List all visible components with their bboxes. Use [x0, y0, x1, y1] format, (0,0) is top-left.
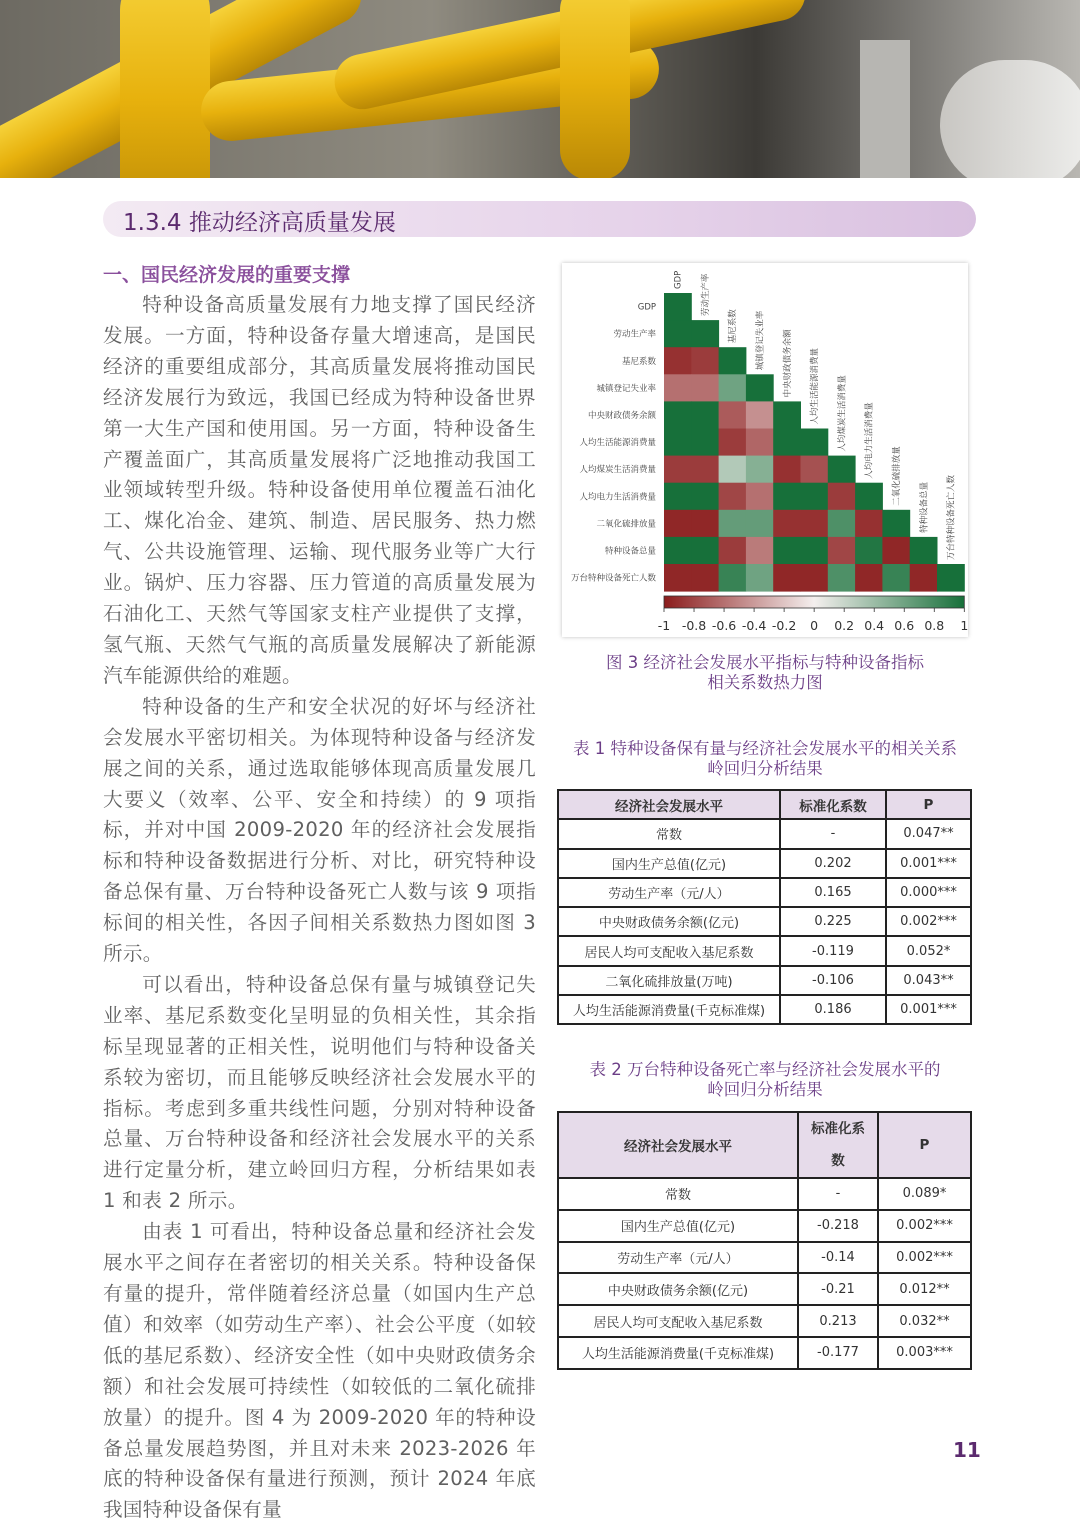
correlation-heatmap: [562, 263, 968, 637]
heatmap-cell: [664, 510, 692, 538]
heatmap-cell: [719, 347, 747, 375]
heatmap-cell: [664, 483, 692, 511]
table-row: [558, 1273, 971, 1305]
heatmap-cell: [828, 456, 856, 484]
heatmap-cell: [773, 401, 801, 429]
caption-line: 岭回归分析结果: [707, 1080, 823, 1099]
body-text-column: [103, 260, 536, 1526]
table-row: [558, 849, 971, 878]
heatmap-cell: [719, 510, 747, 538]
column-header: P: [878, 1112, 971, 1178]
column-header: 经济社会发展水平: [558, 790, 780, 819]
row-label: 人均煤炭生活消费量: [579, 465, 656, 476]
table-cell: 0.001***: [886, 995, 971, 1024]
table-row: [558, 907, 971, 936]
table-cell: 二氧化硫排放量(万吨): [558, 966, 780, 995]
table2-caption: [555, 1060, 975, 1100]
column-header: 经济社会发展水平: [558, 1112, 798, 1178]
table-cell: 国内生产总值(亿元): [558, 1210, 798, 1242]
column-label: 特种设备总量: [919, 481, 930, 533]
paragraph: 可以看出，特种设备总保有量与城镇登记失业率、基尼系数变化呈明显的负相关性，其余指标呈现显著的正相关性，说明他们与特种设备关系较为密切，而且能够反映经济社会发展水平的指标。考虑到多重共线性问题，分别对特种设备总量、万台特种设备和经济社会发展水平的关系进行定量分析，建立岭回归方程，分析结果如表 1 和表 2 所示。: [103, 972, 536, 1213]
heatmap-cell: [773, 564, 801, 592]
heatmap-cell: [855, 483, 883, 511]
table-row: [558, 878, 971, 907]
table1-caption: [555, 739, 975, 779]
heatmap-cell: [773, 510, 801, 538]
table-cell: 0.213: [798, 1305, 878, 1337]
colorbar-tick-label: 0.8: [924, 618, 945, 633]
table-cell: -0.106: [780, 966, 886, 995]
paragraph: 特种设备的生产和安全状况的好坏与经济社会发展水平密切相关。为体现特种设备与经济发展之间的关系，通过选取能够体现高质量发展几大要义（效率、公平、安全和持续）的 9 项指标，并对中国 2009-2020 年的经济社会发展指标和特种设备数据进行分析、对比，研究特种设备总保有量、万台特种设备死亡人数与该 9 项指标间的相关性，各因子间相关系数热力图如图 3 所示。: [103, 694, 536, 966]
table-cell: 0.003***: [878, 1337, 971, 1369]
heatmap-cell: [664, 564, 692, 592]
row-label: 城镇登记失业率: [596, 383, 656, 394]
paragraph: 特种设备高质量发展有力地支撑了国民经济发展。一方面，特种设备存量大增速高，是国民经济的重要组成部分，其高质量发展将推动国民经济发展行为致远，我国已经成为特种设备世界第一大生产国和使用国。另一方面，特种设备生产覆盖面广，其高质量发展将广泛地推动我国工业领域转型升级。特种设备使用单位覆盖石油化工、煤化冶金、建筑、制造、居民服务、热力燃气、公共设施管理、运输、现代服务业等广大行业。锅炉、压力容器、压力管道的高质量发展为石油化工、天然气等国家支柱产业提供了支撑，氢气瓶、天然气气瓶的高质量发展解决了新能源汽车能源供给的难题。: [103, 293, 536, 687]
heatmap-cell: [664, 456, 692, 484]
heatmap-cell: [801, 537, 829, 565]
section-title: 1.3.4 推动经济高质量发展: [123, 210, 396, 236]
heatmap-cell: [691, 510, 719, 538]
colorbar-tick-label: -0.6: [711, 618, 737, 633]
heatmap-cell: [664, 347, 692, 375]
table-cell: 0.225: [780, 907, 886, 936]
table-cell: 劳动生产率（元/人）: [558, 878, 780, 907]
row-label: 人均生活能源消费量: [579, 438, 656, 449]
heatmap-cell: [773, 483, 801, 511]
table-cell: 劳动生产率（元/人）: [558, 1242, 798, 1274]
heatmap-cell: [691, 564, 719, 592]
heatmap-cell: [855, 537, 883, 565]
column-label: 万台特种设备死亡人数: [946, 474, 957, 560]
heatmap-cell: [855, 564, 883, 592]
heatmap-cell: [746, 456, 774, 484]
table-cell: -0.14: [798, 1242, 878, 1274]
caption-line: 表 1 特种设备保有量与经济社会发展水平的相关关系: [573, 739, 957, 758]
table-row: [558, 995, 971, 1024]
row-label: 基尼系数: [621, 356, 656, 367]
heatmap-cell: [773, 537, 801, 565]
header-photo-yellow-pipes: [0, 0, 1080, 178]
table-cell: -0.218: [798, 1210, 878, 1242]
table-cell: 0.089*: [878, 1178, 971, 1210]
heatmap-cell: [746, 483, 774, 511]
column-label: 人均生活能源消费量: [810, 347, 821, 425]
table-row: [558, 966, 971, 995]
table-cell: -0.21: [798, 1273, 878, 1305]
table-cell: 中央财政债务余额(亿元): [558, 907, 780, 936]
caption-line: 相关系数热力图: [707, 673, 823, 692]
heatmap-cell: [691, 320, 719, 348]
colorbar-tick-label: -0.8: [681, 618, 707, 633]
colorbar-tick-label: 0.4: [864, 618, 885, 633]
heatmap-cell: [746, 510, 774, 538]
table-cell: 0.043**: [886, 966, 971, 995]
table-cell: 常数: [558, 1178, 798, 1210]
caption-line: 岭回归分析结果: [707, 759, 823, 778]
heatmap-cell: [801, 510, 829, 538]
colorbar-tick-label: -0.4: [741, 618, 767, 633]
heatmap-cell: [664, 401, 692, 429]
heatmap-cell: [773, 429, 801, 457]
heatmap-cell: [801, 429, 829, 457]
heatmap-cell: [746, 564, 774, 592]
table-cell: 0.052*: [886, 936, 971, 965]
paragraph: 由表 1 可看出，特种设备总量和经济社会发展水平之间存在者密切的相关关系。特种设备保有量的提升，常伴随着经济总量（如国内生产总值）和效率（如劳动生产率）、社会公平度（如较低的基尼系数）、经济安全性（如中央财政债务余额）和社会发展可持续性（如较低的二氧化硫排放量）的提升。图 4 为 2009-2020 年的特种设备总量发展趋势图，并且对未来 2023-2026 年底的特种设备保有量进行预测，预计 2024 年底我国特种设备保有量: [103, 1220, 536, 1522]
column-label: GDP: [673, 270, 684, 289]
table-cell: 0.186: [780, 995, 886, 1024]
heatmap-cell: [691, 456, 719, 484]
column-label: 二氧化硫排放量: [892, 446, 903, 506]
table-row: [558, 1178, 971, 1210]
colorbar-tick-label: 0.2: [834, 618, 855, 633]
heatmap-cell: [828, 537, 856, 565]
heatmap-cell: [910, 537, 938, 565]
heatmap-cell: [882, 537, 910, 565]
heatmap-cell: [664, 429, 692, 457]
heatmap-cell: [719, 401, 747, 429]
row-label: 人均电力生活消费量: [579, 492, 656, 503]
colorbar: [664, 596, 964, 608]
table-cell: 0.002***: [878, 1242, 971, 1274]
section-header-bar: [103, 201, 976, 237]
subheading: 一、国民经济发展的重要支撑: [103, 264, 351, 286]
colorbar-tick-label: 0.6: [894, 618, 915, 633]
column-label: 基尼系数: [728, 309, 739, 344]
heatmap-cell: [828, 564, 856, 592]
table1: [557, 789, 972, 1025]
caption-line: 图 3 经济社会发展水平指标与特种设备指标: [606, 653, 924, 672]
table-row: [558, 1242, 971, 1274]
table-cell: 0.202: [780, 849, 886, 878]
colorbar-tick-label: -1: [657, 618, 671, 633]
heatmap-cell: [801, 483, 829, 511]
heatmap-cell: [691, 374, 719, 402]
table-cell: 0.032**: [878, 1305, 971, 1337]
table-row: [558, 1210, 971, 1242]
heatmap-cell: [691, 347, 719, 375]
heatmap-cell: [664, 374, 692, 402]
table-row: [558, 1337, 971, 1369]
table-cell: 0.002***: [878, 1210, 971, 1242]
table-cell: 0.165: [780, 878, 886, 907]
heatmap-cell: [937, 564, 965, 592]
heatmap-cell: [828, 483, 856, 511]
heatmap-cell: [664, 320, 692, 348]
table-cell: 0.000***: [886, 878, 971, 907]
heatmap-cell: [719, 564, 747, 592]
column-label: 劳动生产率: [700, 273, 711, 317]
heatmap-cell: [855, 510, 883, 538]
column-header: 标准化系数: [780, 790, 886, 819]
row-label: GDP: [637, 302, 656, 313]
heatmap-cell: [719, 374, 747, 402]
column-label: 人均电力生活消费量: [864, 402, 875, 479]
table-cell: 中央财政债务余额(亿元): [558, 1273, 798, 1305]
column-label: 人均煤炭生活消费量: [837, 375, 848, 452]
colorbar-tick-label: -0.2: [771, 618, 797, 633]
table-cell: 国内生产总值(亿元): [558, 849, 780, 878]
colorbar-tick-label: 0: [810, 618, 819, 633]
caption-line: 表 2 万台特种设备死亡率与经济社会发展水平的: [589, 1060, 941, 1079]
heatmap-cell: [882, 510, 910, 538]
heatmap-cell: [691, 429, 719, 457]
table-cell: 0.001***: [886, 849, 971, 878]
column-label: 城镇登记失业率: [755, 310, 766, 371]
table-cell: -0.177: [798, 1337, 878, 1369]
table-cell: 0.012**: [878, 1273, 971, 1305]
heatmap-cell: [664, 537, 692, 565]
heatmap-cell: [746, 537, 774, 565]
table-row: [558, 819, 971, 848]
heatmap-cell: [773, 456, 801, 484]
table-cell: 0.002***: [886, 907, 971, 936]
heatmap-cell: [691, 401, 719, 429]
row-label: 二氧化硫排放量: [596, 519, 656, 530]
row-label: 劳动生产率: [613, 329, 656, 340]
heatmap-cell: [746, 429, 774, 457]
table-cell: 人均生活能源消费量(千克标准煤): [558, 1337, 798, 1369]
heatmap-cell: [719, 483, 747, 511]
row-label: 特种设备总量: [604, 546, 656, 557]
heatmap-cell: [882, 564, 910, 592]
heatmap-cell: [719, 537, 747, 565]
heatmap-cell: [719, 429, 747, 457]
heatmap-cell: [691, 483, 719, 511]
table-cell: 人均生活能源消费量(千克标准煤): [558, 995, 780, 1024]
page-number: 11: [953, 1438, 981, 1462]
table-cell: 居民人均可支配收入基尼系数: [558, 1305, 798, 1337]
heatmap-cell: [828, 510, 856, 538]
heatmap-cell: [801, 456, 829, 484]
heatmap-cell: [746, 401, 774, 429]
colorbar-tick-label: 1: [960, 618, 968, 633]
heatmap-cell: [719, 456, 747, 484]
column-label: 中央财政债务余额: [782, 329, 793, 398]
heatmap-cell: [801, 564, 829, 592]
table-cell: 居民人均可支配收入基尼系数: [558, 936, 780, 965]
table-row: [558, 1305, 971, 1337]
heatmap-cell: [691, 537, 719, 565]
table-cell: -: [798, 1178, 878, 1210]
column-header: 标准化系数: [798, 1112, 878, 1178]
table-cell: -: [780, 819, 886, 848]
heatmap-cell: [746, 374, 774, 402]
figure3-caption: [555, 653, 975, 693]
row-label: 中央财政债务余额: [587, 410, 656, 421]
table2: [557, 1111, 972, 1370]
table-cell: 0.047**: [886, 819, 971, 848]
heatmap-figure: [562, 263, 968, 637]
column-header: P: [886, 790, 971, 819]
heatmap-cell: [664, 293, 692, 321]
heatmap-cell: [910, 564, 938, 592]
table-row: [558, 936, 971, 965]
table-cell: 常数: [558, 819, 780, 848]
row-label: 万台特种设备死亡人数: [570, 573, 656, 584]
table-cell: -0.119: [780, 936, 886, 965]
